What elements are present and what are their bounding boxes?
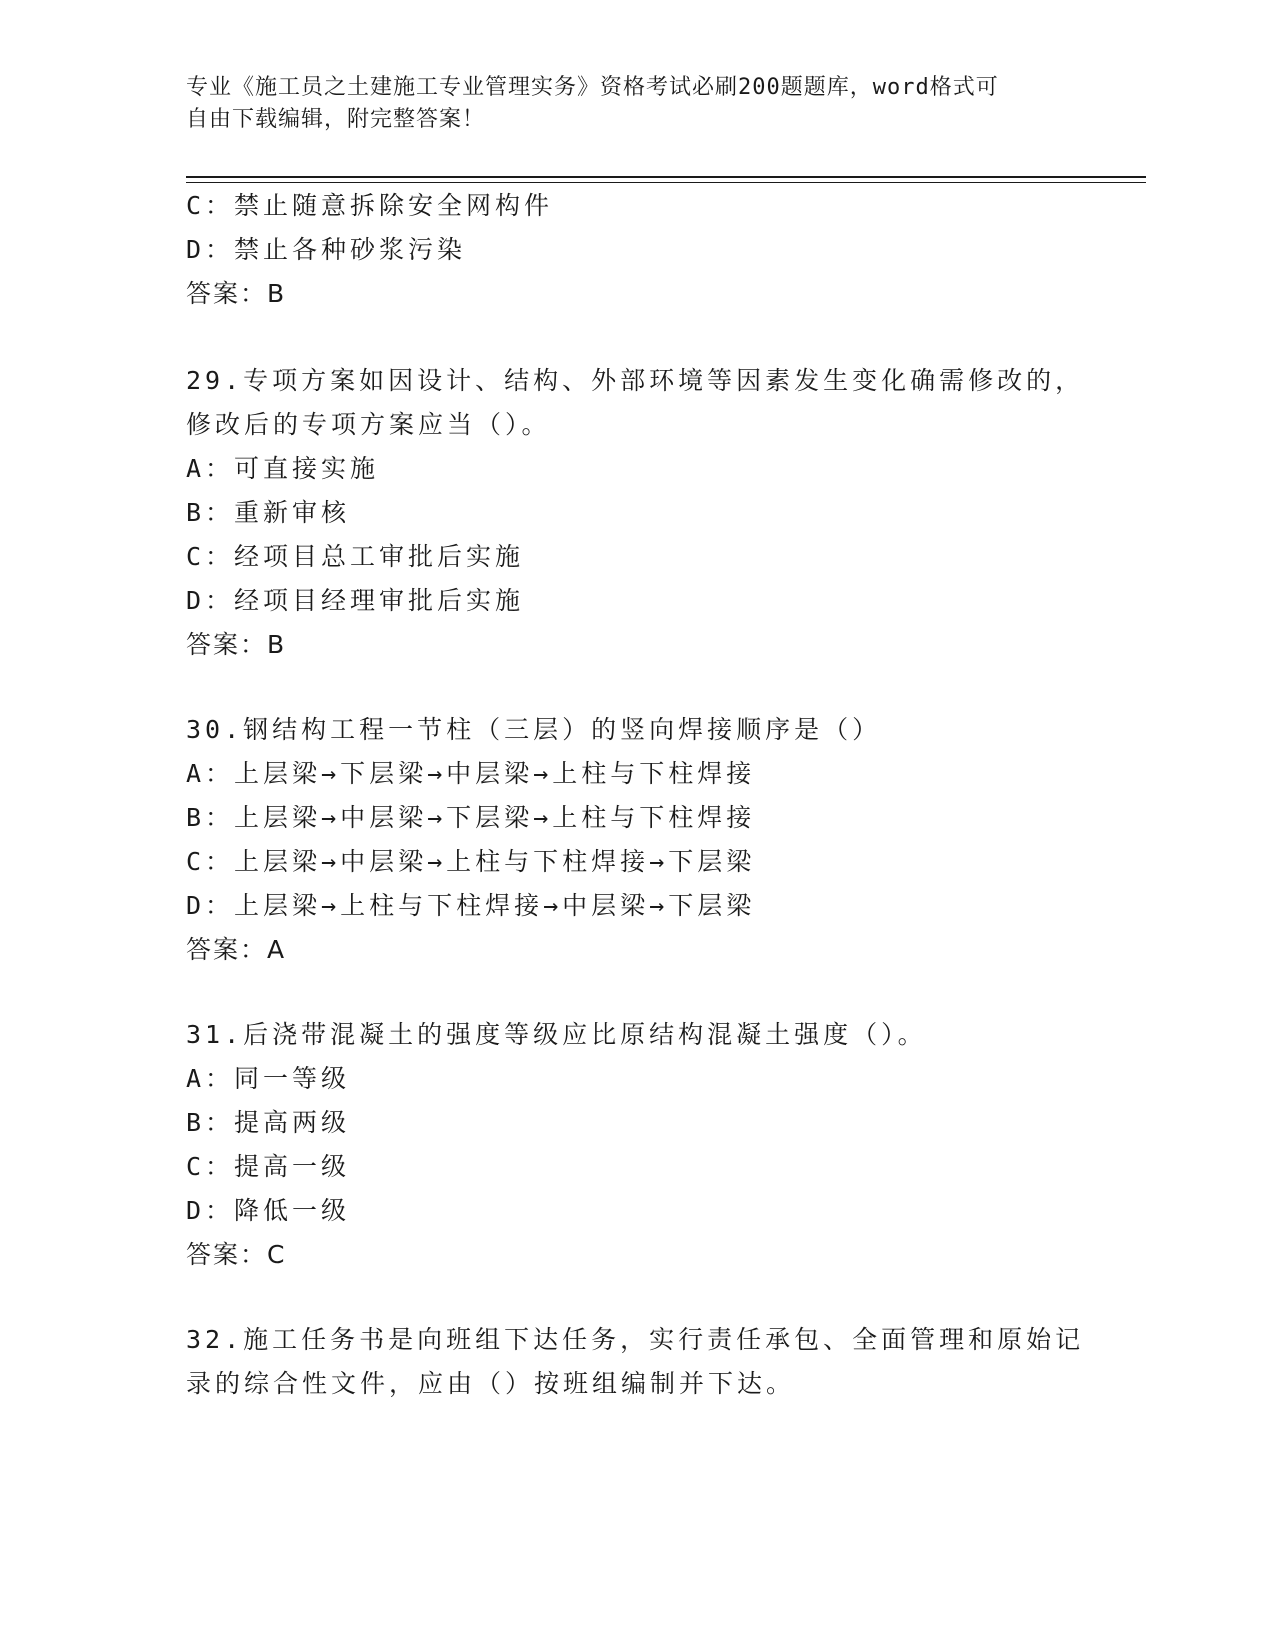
q29-option-c: C：经项目总工审批后实施 — [186, 542, 525, 571]
document-header — [186, 72, 1066, 136]
q30-stem-line-1: 30.钢结构工程一节柱（三层）的竖向焊接顺序是（） — [186, 715, 882, 744]
header-line-1: 专业《施工员之土建施工专业管理实务》资格考试必刷200题题库，word格式可 — [186, 75, 999, 100]
q31-answer: 答案：C — [186, 1240, 287, 1269]
q30-option-a: A：上层梁→下层梁→中层梁→上柱与下柱焊接 — [186, 759, 756, 788]
q30-option-b: B：上层梁→中层梁→下层梁→上柱与下柱焊接 — [186, 803, 756, 832]
header-divider-thin — [186, 182, 1146, 183]
q32-stem-line-1: 32.施工任务书是向班组下达任务，实行责任承包、全面管理和原始记 — [186, 1325, 1085, 1354]
q31-stem-line-1: 31.后浇带混凝土的强度等级应比原结构混凝土强度（）。 — [186, 1020, 927, 1049]
q29-option-b: B：重新审核 — [186, 498, 351, 527]
q31-option-d: D：降低一级 — [186, 1196, 351, 1225]
q30-answer: 答案：A — [186, 935, 287, 964]
q29-stem-line-1: 29.专项方案如因设计、结构、外部环境等因素发生变化确需修改的， — [186, 366, 1085, 395]
q28-answer: 答案：B — [186, 279, 287, 308]
q31-option-b: B：提高两级 — [186, 1108, 351, 1137]
q29-option-d: D：经项目经理审批后实施 — [186, 586, 525, 615]
q30-option-c: C：上层梁→中层梁→上柱与下柱焊接→下层梁 — [186, 847, 756, 876]
q28-option-c: C：禁止随意拆除安全网构件 — [186, 191, 554, 220]
q29-option-a: A：可直接实施 — [186, 454, 380, 483]
q28-option-d: D：禁止各种砂浆污染 — [186, 235, 467, 264]
q32-stem-line-2: 录的综合性文件，应由（）按班组编制并下达。 — [186, 1369, 796, 1398]
q31-option-c: C：提高一级 — [186, 1152, 351, 1181]
q29-answer: 答案：B — [186, 630, 287, 659]
q29-stem-line-2: 修改后的专项方案应当（）。 — [186, 410, 551, 439]
header-line-2: 自由下载编辑，附完整答案！ — [186, 107, 486, 132]
q30-option-d: D：上层梁→上柱与下柱焊接→中层梁→下层梁 — [186, 891, 756, 920]
q31-option-a: A：同一等级 — [186, 1064, 351, 1093]
header-divider-thick — [186, 176, 1146, 178]
